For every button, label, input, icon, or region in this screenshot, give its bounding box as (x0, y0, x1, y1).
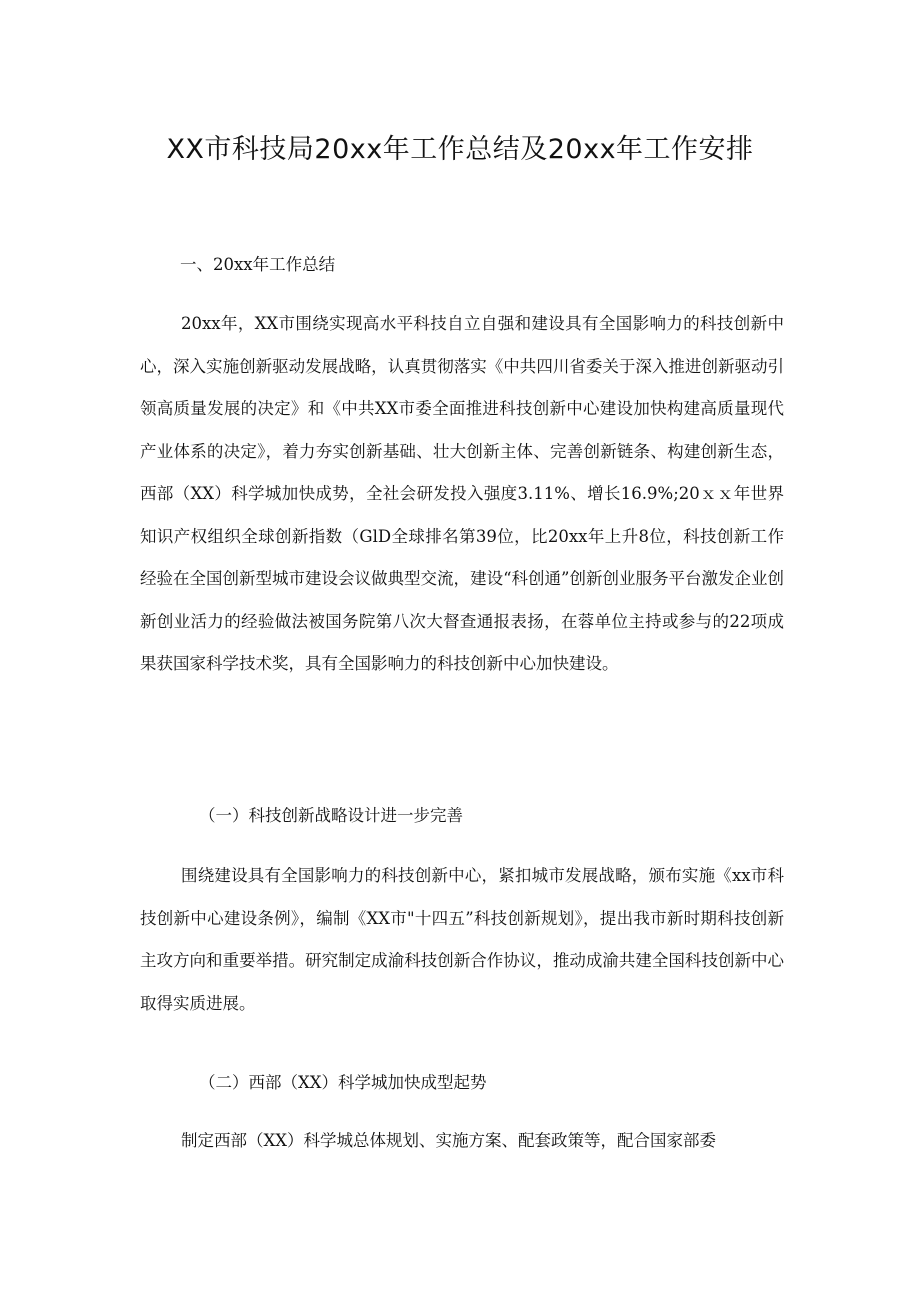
science-city-paragraph: 制定西部（XX）科学城总体规划、实施方案、配套政策等，配合国家部委 (181, 1131, 716, 1150)
subsection-heading-science-city: （二）西部（XX）科学城加快成型起势 (199, 1073, 487, 1092)
document-title: XX市科技局20xx年工作总结及20xx年工作安排 (166, 134, 754, 165)
subsection-heading-strategy-design: （一）科技创新战略设计进一步完善 (199, 806, 463, 825)
strategy-design-paragraph: 围绕建设具有全国影响力的科技创新中心，紧扣城市发展战略，颁布实施《xx市科技创新中心建设条例》，编制《XX市"十四五”科技创新规划》，提出我市新时期科技创新主攻方向和重要举措。研究制定成渝科技创新合作协议，推动成渝共建全国科技创新中心取得实质进展。 (140, 866, 784, 1013)
section-heading-work-summary: 一、20xx年工作总结 (180, 255, 336, 274)
summary-paragraph: 20xx年，XX市围绕实现高水平科技自立自强和建设具有全国影响力的科技创新中心，深入实施创新驱动发展战略，认真贯彻落实《中共四川省委关于深入推进创新驱动引领高质量发展的决定》和《中共XX市委全面推进科技创新中心建设加快构建高质量现代产业体系的决定》，着力夯实创新基础、壮大创新主体、完善创新链条、构建创新生态，西部（XX）科学城加快成势，全社会研发投入强度3.11%、增长16.9%;20ｘｘ年世界知识产权组织全球创新指数（GlD全球排名第39位，比20xx年上升8位，科技创新工作经验在全国创新型城市建设会议做典型交流，建设“科创通”创新创业服务平台激发企业创新创业活力的经验做法被国务院第八次大督查通报表扬，在蓉单位主持或参与的22项成果获国家科学技术奖，具有全国影响力的科技创新中心加快建设。 (140, 314, 784, 673)
